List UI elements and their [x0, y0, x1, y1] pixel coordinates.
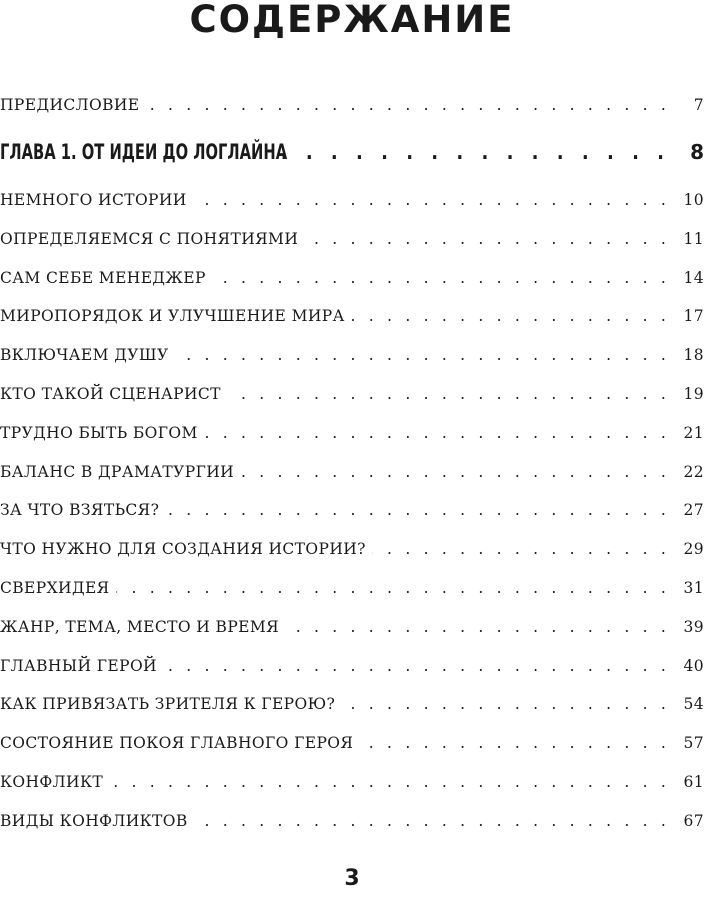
- toc-entry-label: НЕМНОГО ИСТОРИИ: [0, 191, 187, 209]
- toc-entry[interactable]: [0, 734, 704, 773]
- toc-entry-page: 57: [683, 734, 704, 753]
- toc-entry-page: 29: [683, 540, 704, 559]
- toc-entry-label: ЧТО НУЖНО ДЛЯ СОЗДАНИЯ ИСТОРИИ?: [0, 540, 366, 559]
- toc-entry[interactable]: [0, 657, 704, 696]
- dot-leader: [372, 540, 670, 558]
- dot-leader: [341, 695, 670, 713]
- toc-entry-label: СОСТОЯНИЕ ПОКОЯ ГЛАВНОГО ГЕРОЯ: [0, 734, 354, 753]
- dot-leader: [271, 140, 670, 164]
- dot-leader: [285, 618, 670, 636]
- toc-entry[interactable]: [0, 463, 704, 502]
- toc-entries-list: [0, 191, 704, 851]
- dot-leader: [304, 230, 670, 248]
- toc-entry[interactable]: [0, 695, 704, 734]
- dot-leader: [163, 657, 670, 675]
- toc-entry-page: 10: [683, 191, 704, 209]
- toc-entry-page: 11: [683, 229, 704, 248]
- toc-entry-page: 21: [683, 423, 704, 442]
- toc-entry-label: КАК ПРИВЯЗАТЬ ЗРИТЕЛЯ К ГЕРОЮ?: [0, 695, 336, 714]
- toc-chapter-heading[interactable]: [0, 138, 704, 191]
- toc-entry-label: ВИДЫ КОНФЛИКТОВ: [0, 811, 188, 830]
- toc-entry-page: 39: [683, 617, 704, 636]
- toc-entry[interactable]: [0, 812, 704, 851]
- dot-leader: [193, 191, 670, 209]
- toc-entry-label: ТРУДНО БЫТЬ БОГОМ: [0, 423, 198, 442]
- toc-entry-label: БАЛАНС В ДРАМАТУРГИИ: [0, 462, 235, 481]
- toc-entry-label: КОНФЛИКТ: [0, 772, 104, 791]
- toc-entry[interactable]: [0, 307, 704, 346]
- dot-leader: [165, 501, 670, 519]
- toc-entry[interactable]: [0, 540, 704, 579]
- toc-entry-page: 22: [683, 462, 704, 481]
- toc-entry-page: 27: [683, 501, 704, 520]
- dot-leader: [109, 773, 670, 791]
- dot-leader: [146, 96, 670, 114]
- toc-entry-label: ЖАНР, ТЕМА, МЕСТО И ВРЕМЯ: [0, 617, 280, 636]
- table-of-contents: [0, 96, 704, 851]
- toc-entry-label: ЗА ЧТО ВЗЯТЬСЯ?: [0, 501, 160, 520]
- toc-entry-label: САМ СЕБЕ МЕНЕДЖЕР: [0, 268, 206, 287]
- toc-entry-page: 18: [683, 346, 704, 365]
- chapter-page: 8: [690, 140, 704, 164]
- toc-entry-page: 61: [683, 772, 704, 791]
- dot-leader: [212, 269, 670, 287]
- dot-leader: [175, 346, 670, 364]
- toc-entry-label: ОПРЕДЕЛЯЕМСЯ С ПОНЯТИЯМИ: [0, 229, 299, 248]
- toc-entry-page: 17: [683, 307, 704, 326]
- page-title: СОДЕРЖАНИЕ: [189, 0, 515, 41]
- toc-entry-label: ПРЕДИСЛОВИЕ: [0, 96, 140, 114]
- dot-leader: [116, 579, 670, 597]
- toc-entry[interactable]: [0, 424, 704, 463]
- toc-entry-preface[interactable]: [0, 96, 704, 138]
- toc-entry[interactable]: [0, 579, 704, 618]
- toc-entry-label: МИРОПОРЯДОК И УЛУЧШЕНИЕ МИРА: [0, 307, 345, 326]
- toc-entry-page: 54: [683, 695, 704, 714]
- toc-entry[interactable]: [0, 230, 704, 269]
- toc-entry-label: КТО ТАКОЙ СЦЕНАРИСТ: [0, 384, 221, 403]
- dot-leader: [227, 385, 670, 403]
- toc-entry-label: СВЕРХИДЕЯ: [0, 578, 110, 597]
- toc-entry-page: 67: [683, 811, 704, 830]
- toc-entry-page: 7: [693, 96, 704, 114]
- dot-leader: [359, 734, 670, 752]
- toc-entry-label: ВКЛЮЧАЕМ ДУШУ: [0, 346, 169, 365]
- toc-entry[interactable]: [0, 191, 704, 230]
- toc-entry[interactable]: [0, 773, 704, 812]
- toc-entry-page: 14: [683, 268, 704, 287]
- toc-entry-page: 31: [683, 578, 704, 597]
- toc-entry[interactable]: [0, 385, 704, 424]
- toc-entry[interactable]: [0, 269, 704, 308]
- toc-entry-label: ГЛАВНЫЙ ГЕРОЙ: [0, 656, 157, 675]
- toc-entry-page: 19: [683, 384, 704, 403]
- dot-leader: [240, 463, 670, 481]
- toc-entry[interactable]: [0, 501, 704, 540]
- dot-leader: [194, 812, 670, 830]
- page-number: 3: [344, 866, 360, 891]
- toc-entry[interactable]: [0, 618, 704, 657]
- chapter-label: ГЛАВА 1. ОТ ИДЕИ ДО ЛОГЛАЙНА: [0, 140, 288, 164]
- dot-leader: [351, 307, 670, 325]
- toc-entry-page: 40: [683, 656, 704, 675]
- toc-entry[interactable]: [0, 346, 704, 385]
- dot-leader: [204, 424, 670, 442]
